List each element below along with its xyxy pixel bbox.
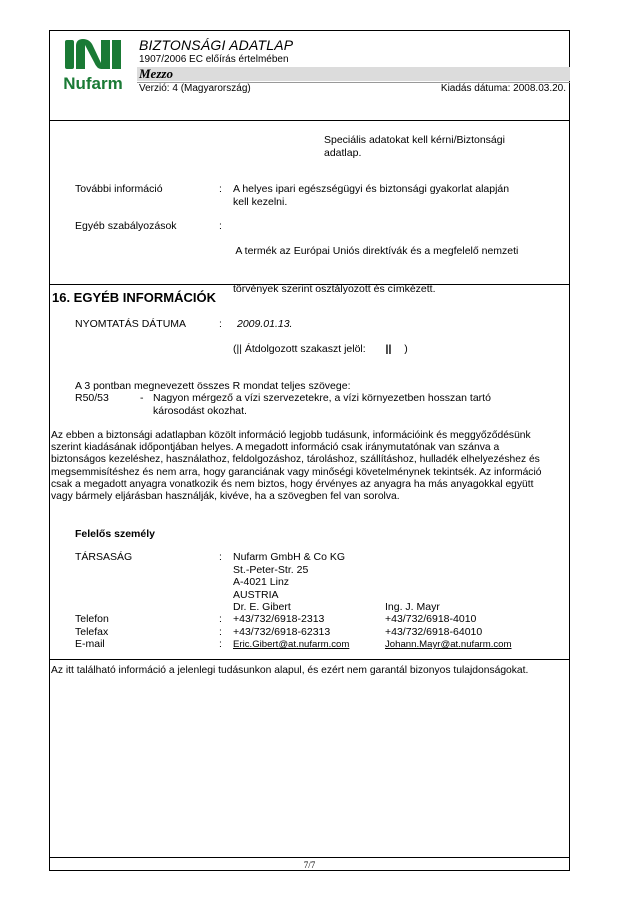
company-address — [233, 551, 345, 614]
revised-mark: || — [385, 343, 392, 355]
nufarm-logo — [57, 37, 129, 93]
special-note — [324, 134, 505, 159]
revised-note — [233, 343, 408, 356]
disclaimer-line: szerint kiadásának időpontjában helyes. A megadott információ csak iránymutatónak van szánva a — [51, 442, 500, 454]
print-date-label: NYOMTATÁS DÁTUMA — [75, 318, 187, 330]
email-label: E-mail — [75, 638, 105, 650]
section-title: 16. EGYÉB INFORMÁCIÓK — [52, 290, 216, 305]
company-colon: : — [219, 551, 222, 563]
r-phrase-line: Nagyon mérgező a vízi szervezetekre, a vízi környezetben hosszan tartó — [153, 392, 491, 404]
r-phrase-dash: - — [140, 392, 144, 404]
responsible-person-title: Felelős személy — [75, 528, 155, 540]
contact-name-2: Ing. J. Mayr — [385, 601, 440, 613]
company-address-line: St.-Peter-Str. 25 — [233, 563, 309, 576]
fax-colon: : — [219, 626, 222, 638]
row-label-other-regulations: Egyéb szabályozások — [75, 220, 177, 232]
fax-label: Telefax — [75, 626, 109, 638]
logo-text: Nufarm — [63, 74, 123, 93]
disclaimer-line: vagy bármely eljárásban használják, kivéve, ha a szövegben fel van sorolva. — [51, 491, 400, 503]
document-title: BIZTONSÁGI ADATLAP — [139, 37, 294, 53]
disclaimer-line: csak a megadott anyagra vonatkozik és nem biztos, hogy érvényes az anyagra ha más anyagokkal együtt — [51, 478, 534, 490]
company-address-line: AUSTRIA — [233, 588, 279, 601]
row-label-further-info: További információ — [75, 183, 163, 195]
r-phrases-intro: A 3 pontban megnevezett összes R mondat teljes szövege: — [75, 380, 351, 392]
r-phrase-code: R50/53 — [75, 392, 109, 404]
contact-name-1: Dr. E. Gibert — [233, 601, 291, 614]
disclaimer-line: biztonságos kezeléshez, használathoz, feldolgozáshoz, tároláshoz, szállításhoz, hulladék elhelyezéshez és — [51, 454, 540, 466]
phone-1: +43/732/6918-2313 — [233, 613, 325, 625]
product-name-bar — [137, 67, 570, 81]
row-value-line: A helyes ipari egészségügyi és biztonsági gyakorlat alapján — [233, 183, 510, 195]
phone-2: +43/732/6918-4010 — [385, 613, 477, 625]
product-name: Mezzo — [139, 66, 173, 81]
version-label: Verzió: 4 (Magyarország) — [139, 83, 251, 94]
print-date-colon: : — [219, 318, 222, 330]
disclaimer-line: Az ebben a biztonsági adatlapban közölt információ legjobb tudásunk, információink és meggyőződésünk — [51, 430, 531, 441]
page-number: 7/7 — [303, 860, 316, 870]
company-label: TÁRSASÁG — [75, 551, 133, 563]
issue-date: Kiadás dátuma: 2008.03.20. — [440, 83, 566, 94]
email-link-2[interactable]: Johann.Mayr@at.nufarm.com — [385, 639, 512, 650]
email-colon: : — [219, 638, 222, 650]
section-divider — [49, 284, 570, 285]
row-value-line: kell kezelni. — [233, 195, 288, 208]
row-value-line: törvények szerint osztályozott és címkézett. — [233, 282, 436, 295]
special-note-line: Speciális adatokat kell kérni/Biztonsági — [324, 134, 505, 146]
row-value-further-info — [233, 183, 509, 208]
print-date-value: 2009.01.13. — [237, 318, 293, 330]
email-link-1[interactable]: Eric.Gibert@at.nufarm.com — [233, 639, 350, 650]
row-colon: : — [219, 220, 222, 232]
r-phrase-line: károsodást okozhat. — [153, 404, 247, 417]
fax-2: +43/732/6918-64010 — [385, 626, 483, 638]
revised-note-text: (|| Átdolgozott szakaszt jelöl: — [233, 343, 366, 355]
phone-label: Telefon — [75, 613, 109, 625]
footer-divider — [49, 857, 570, 858]
document-subtitle: 1907/2006 EC előírás értelmében — [139, 54, 289, 65]
company-address-line: Nufarm GmbH & Co KG — [233, 551, 346, 563]
r-phrase-text — [153, 392, 491, 417]
row-value-other-regulations — [233, 220, 518, 308]
disclaimer-paragraph — [51, 430, 567, 503]
fax-1: +43/732/6918-62313 — [233, 626, 331, 638]
row-colon: : — [219, 183, 222, 195]
disclaimer-line: megsemmisítéshez és nem arra, hogy garanciának vagy minőségi követelménynek tekintsék. Az információ — [51, 466, 542, 478]
row-value-line: A termék az Európai Uniós direktívák és a megfelelő nemzeti — [233, 245, 519, 258]
revised-note-close: ) — [404, 343, 408, 355]
company-address-line: A-4021 Linz — [233, 576, 290, 589]
final-divider — [49, 659, 570, 660]
final-note: Az itt található információ a jelenlegi tudásunkon alapul, és ezért nem garantál bizonyos tulajdonságokat. — [51, 665, 529, 676]
phone-colon: : — [219, 613, 222, 625]
header-divider — [49, 120, 570, 121]
special-note-line: adatlap. — [324, 146, 362, 159]
